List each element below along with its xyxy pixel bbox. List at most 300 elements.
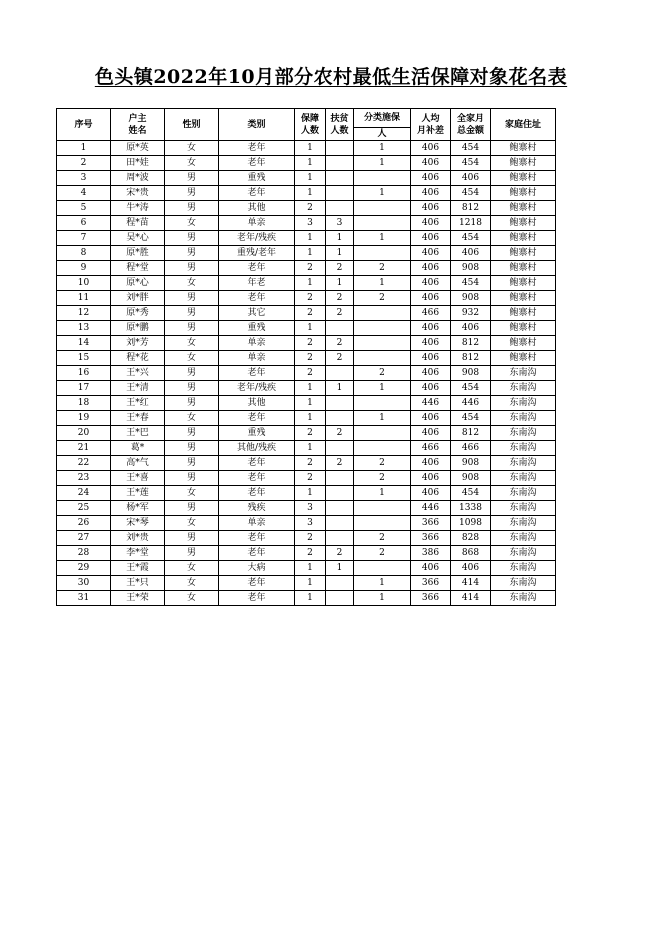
- seq-cell: 14: [57, 336, 111, 351]
- address-cell: 东南沟: [491, 396, 556, 411]
- table-row: [57, 186, 556, 201]
- table-row: [57, 381, 556, 396]
- avg-subsidy-cell: 406: [411, 246, 451, 261]
- table-row: [57, 171, 556, 186]
- protected-count-cell: 2: [295, 306, 326, 321]
- category-cell: 单亲: [219, 516, 295, 531]
- category-cell: 老年: [219, 456, 295, 471]
- poverty-count-cell: [326, 486, 354, 501]
- poverty-count-cell: [326, 201, 354, 216]
- name-cell: 王*喜: [111, 471, 165, 486]
- name-cell: 原*鹏: [111, 321, 165, 336]
- category-cell: 其他: [219, 396, 295, 411]
- total-amount-cell: 406: [451, 246, 491, 261]
- protected-count-cell: 1: [295, 486, 326, 501]
- classified-cell: 1: [354, 591, 411, 606]
- seq-cell: 3: [57, 171, 111, 186]
- gender-cell: 男: [165, 291, 219, 306]
- classified-cell: 2: [354, 456, 411, 471]
- classified-cell: [354, 306, 411, 321]
- table-row: [57, 156, 556, 171]
- classified-cell: [354, 201, 411, 216]
- avg-subsidy-cell: 406: [411, 471, 451, 486]
- total-amount-cell: 908: [451, 366, 491, 381]
- address-cell: 东南沟: [491, 471, 556, 486]
- table-row: [57, 291, 556, 306]
- avg-subsidy-cell: 406: [411, 321, 451, 336]
- category-cell: 老年: [219, 261, 295, 276]
- address-cell: 鲍寨村: [491, 201, 556, 216]
- classified-cell: [354, 336, 411, 351]
- seq-cell: 5: [57, 201, 111, 216]
- name-cell: 吴*心: [111, 231, 165, 246]
- table-row: [57, 426, 556, 441]
- roster-table: [56, 108, 556, 606]
- header-avg: [411, 109, 451, 141]
- poverty-count-cell: [326, 531, 354, 546]
- category-cell: 重残: [219, 321, 295, 336]
- address-cell: 鲍寨村: [491, 351, 556, 366]
- seq-cell: 16: [57, 366, 111, 381]
- protected-count-cell: 1: [295, 276, 326, 291]
- total-amount-cell: 406: [451, 321, 491, 336]
- category-cell: 老年: [219, 186, 295, 201]
- poverty-count-cell: 1: [326, 246, 354, 261]
- total-amount-cell: 466: [451, 441, 491, 456]
- gender-cell: 男: [165, 471, 219, 486]
- total-amount-cell: 414: [451, 591, 491, 606]
- seq-cell: 4: [57, 186, 111, 201]
- seq-cell: 18: [57, 396, 111, 411]
- name-cell: 牛*涛: [111, 201, 165, 216]
- category-cell: 老年: [219, 546, 295, 561]
- table-row: [57, 516, 556, 531]
- seq-cell: 30: [57, 576, 111, 591]
- total-amount-cell: 406: [451, 171, 491, 186]
- name-cell: 田*娃: [111, 156, 165, 171]
- name-cell: 王*红: [111, 396, 165, 411]
- protected-count-cell: 2: [295, 366, 326, 381]
- seq-cell: 27: [57, 531, 111, 546]
- total-amount-cell: 454: [451, 411, 491, 426]
- table-row: [57, 486, 556, 501]
- name-cell: 原*英: [111, 141, 165, 156]
- gender-cell: 男: [165, 321, 219, 336]
- classified-cell: 1: [354, 231, 411, 246]
- name-cell: 杨*军: [111, 501, 165, 516]
- classified-cell: [354, 216, 411, 231]
- classified-cell: [354, 396, 411, 411]
- name-cell: 李*堂: [111, 546, 165, 561]
- table-row: [57, 201, 556, 216]
- avg-subsidy-cell: 446: [411, 396, 451, 411]
- table-row: [57, 141, 556, 156]
- category-cell: 老年: [219, 366, 295, 381]
- category-cell: 年老: [219, 276, 295, 291]
- name-cell: 宋*琴: [111, 516, 165, 531]
- avg-subsidy-cell: 366: [411, 516, 451, 531]
- classified-cell: [354, 171, 411, 186]
- category-cell: 老年: [219, 576, 295, 591]
- seq-cell: 2: [57, 156, 111, 171]
- total-amount-cell: 812: [451, 351, 491, 366]
- avg-subsidy-cell: 406: [411, 381, 451, 396]
- classified-cell: 1: [354, 141, 411, 156]
- classified-cell: [354, 516, 411, 531]
- header-avg-line1: 人均: [421, 113, 440, 124]
- category-cell: 老年: [219, 531, 295, 546]
- category-cell: 老年: [219, 471, 295, 486]
- protected-count-cell: 2: [295, 336, 326, 351]
- poverty-count-cell: 2: [326, 261, 354, 276]
- total-amount-cell: 454: [451, 231, 491, 246]
- seq-cell: 24: [57, 486, 111, 501]
- protected-count-cell: 1: [295, 156, 326, 171]
- table-row: [57, 396, 556, 411]
- avg-subsidy-cell: 406: [411, 456, 451, 471]
- gender-cell: 女: [165, 591, 219, 606]
- address-cell: 鲍寨村: [491, 141, 556, 156]
- address-cell: 鲍寨村: [491, 321, 556, 336]
- gender-cell: 女: [165, 561, 219, 576]
- protected-count-cell: 2: [295, 351, 326, 366]
- name-cell: 王*只: [111, 576, 165, 591]
- name-cell: 宋*贵: [111, 186, 165, 201]
- total-amount-cell: 908: [451, 471, 491, 486]
- category-cell: 残疾: [219, 501, 295, 516]
- gender-cell: 女: [165, 276, 219, 291]
- address-cell: 鲍寨村: [491, 306, 556, 321]
- protected-count-cell: 2: [295, 531, 326, 546]
- protected-count-cell: 2: [295, 261, 326, 276]
- seq-cell: 29: [57, 561, 111, 576]
- table-row: [57, 246, 556, 261]
- poverty-count-cell: 2: [326, 351, 354, 366]
- header-head-line2: 姓名: [128, 125, 147, 136]
- poverty-count-cell: [326, 321, 354, 336]
- gender-cell: 女: [165, 516, 219, 531]
- avg-subsidy-cell: 406: [411, 336, 451, 351]
- gender-cell: 女: [165, 336, 219, 351]
- seq-cell: 6: [57, 216, 111, 231]
- total-amount-cell: 406: [451, 561, 491, 576]
- category-cell: 老年: [219, 411, 295, 426]
- poverty-count-cell: [326, 471, 354, 486]
- address-cell: 东南沟: [491, 381, 556, 396]
- avg-subsidy-cell: 366: [411, 576, 451, 591]
- category-cell: 单亲: [219, 351, 295, 366]
- table-row: [57, 351, 556, 366]
- classified-cell: 2: [354, 546, 411, 561]
- total-amount-cell: 1098: [451, 516, 491, 531]
- table-row: [57, 456, 556, 471]
- table-row: [57, 321, 556, 336]
- address-cell: 东南沟: [491, 456, 556, 471]
- category-cell: 老年/残疾: [219, 381, 295, 396]
- table-row: [57, 501, 556, 516]
- poverty-count-cell: [326, 366, 354, 381]
- avg-subsidy-cell: 406: [411, 366, 451, 381]
- seq-cell: 22: [57, 456, 111, 471]
- total-amount-cell: 812: [451, 426, 491, 441]
- header-address: 家庭住址: [491, 109, 556, 141]
- avg-subsidy-cell: 406: [411, 411, 451, 426]
- classified-cell: [354, 441, 411, 456]
- seq-cell: 28: [57, 546, 111, 561]
- avg-subsidy-cell: 406: [411, 216, 451, 231]
- classified-cell: 2: [354, 366, 411, 381]
- poverty-count-cell: [326, 501, 354, 516]
- name-cell: 原*秀: [111, 306, 165, 321]
- gender-cell: 男: [165, 426, 219, 441]
- poverty-count-cell: [326, 156, 354, 171]
- protected-count-cell: 1: [295, 411, 326, 426]
- address-cell: 东南沟: [491, 411, 556, 426]
- protected-count-cell: 1: [295, 246, 326, 261]
- classified-cell: 2: [354, 531, 411, 546]
- name-cell: 葛*: [111, 441, 165, 456]
- category-cell: 其他/残疾: [219, 441, 295, 456]
- name-cell: 刘*芳: [111, 336, 165, 351]
- avg-subsidy-cell: 406: [411, 171, 451, 186]
- classified-cell: [354, 246, 411, 261]
- avg-subsidy-cell: 386: [411, 546, 451, 561]
- name-cell: 王*霞: [111, 561, 165, 576]
- table-row: [57, 231, 556, 246]
- seq-cell: 1: [57, 141, 111, 156]
- total-amount-cell: 932: [451, 306, 491, 321]
- protected-count-cell: 1: [295, 321, 326, 336]
- header-protected-line2: 人数: [300, 125, 319, 136]
- category-cell: 老年: [219, 156, 295, 171]
- address-cell: 鲍寨村: [491, 261, 556, 276]
- gender-cell: 男: [165, 456, 219, 471]
- avg-subsidy-cell: 406: [411, 201, 451, 216]
- table-row: [57, 471, 556, 486]
- address-cell: 东南沟: [491, 501, 556, 516]
- protected-count-cell: 1: [295, 576, 326, 591]
- classified-cell: [354, 426, 411, 441]
- gender-cell: 男: [165, 201, 219, 216]
- header-classified-line2: 人: [354, 128, 411, 141]
- category-cell: 老年: [219, 591, 295, 606]
- name-cell: 王*巴: [111, 426, 165, 441]
- table-row: [57, 336, 556, 351]
- classified-cell: [354, 561, 411, 576]
- table-row: [57, 411, 556, 426]
- protected-count-cell: 1: [295, 396, 326, 411]
- poverty-count-cell: 2: [326, 456, 354, 471]
- address-cell: 东南沟: [491, 441, 556, 456]
- name-cell: 程*堂: [111, 261, 165, 276]
- avg-subsidy-cell: 406: [411, 156, 451, 171]
- protected-count-cell: 2: [295, 291, 326, 306]
- category-cell: 其他: [219, 201, 295, 216]
- gender-cell: 男: [165, 546, 219, 561]
- poverty-count-cell: [326, 576, 354, 591]
- header-total-line1: 全家月: [456, 113, 484, 124]
- header-head-name: [111, 109, 165, 141]
- header-protected: [295, 109, 326, 141]
- address-cell: 东南沟: [491, 516, 556, 531]
- poverty-count-cell: [326, 411, 354, 426]
- avg-subsidy-cell: 366: [411, 591, 451, 606]
- name-cell: 原*心: [111, 276, 165, 291]
- protected-count-cell: 1: [295, 141, 326, 156]
- seq-cell: 15: [57, 351, 111, 366]
- classified-cell: [354, 351, 411, 366]
- name-cell: 王*兴: [111, 366, 165, 381]
- poverty-count-cell: 1: [326, 231, 354, 246]
- category-cell: 重残: [219, 171, 295, 186]
- total-amount-cell: 908: [451, 291, 491, 306]
- header-gender: 性别: [165, 109, 219, 141]
- category-cell: 单亲: [219, 336, 295, 351]
- poverty-count-cell: [326, 396, 354, 411]
- seq-cell: 23: [57, 471, 111, 486]
- classified-cell: 2: [354, 261, 411, 276]
- avg-subsidy-cell: 406: [411, 486, 451, 501]
- protected-count-cell: 2: [295, 471, 326, 486]
- poverty-count-cell: 2: [326, 291, 354, 306]
- address-cell: 东南沟: [491, 486, 556, 501]
- total-amount-cell: 454: [451, 381, 491, 396]
- protected-count-cell: 1: [295, 381, 326, 396]
- avg-subsidy-cell: 366: [411, 531, 451, 546]
- seq-cell: 13: [57, 321, 111, 336]
- category-cell: 重残/老年: [219, 246, 295, 261]
- gender-cell: 女: [165, 486, 219, 501]
- gender-cell: 男: [165, 306, 219, 321]
- poverty-count-cell: 2: [326, 306, 354, 321]
- total-amount-cell: 454: [451, 276, 491, 291]
- protected-count-cell: 3: [295, 516, 326, 531]
- seq-cell: 19: [57, 411, 111, 426]
- gender-cell: 男: [165, 441, 219, 456]
- poverty-count-cell: 3: [326, 216, 354, 231]
- poverty-count-cell: 1: [326, 276, 354, 291]
- classified-cell: 1: [354, 156, 411, 171]
- seq-cell: 25: [57, 501, 111, 516]
- avg-subsidy-cell: 406: [411, 351, 451, 366]
- table-header: [57, 109, 556, 141]
- table-row: [57, 591, 556, 606]
- avg-subsidy-cell: 406: [411, 186, 451, 201]
- category-cell: 老年/残疾: [219, 231, 295, 246]
- category-cell: 其它: [219, 306, 295, 321]
- name-cell: 王*春: [111, 411, 165, 426]
- address-cell: 东南沟: [491, 546, 556, 561]
- name-cell: 王*莲: [111, 486, 165, 501]
- name-cell: 程*苗: [111, 216, 165, 231]
- total-amount-cell: 414: [451, 576, 491, 591]
- address-cell: 鲍寨村: [491, 336, 556, 351]
- avg-subsidy-cell: 406: [411, 426, 451, 441]
- category-cell: 大病: [219, 561, 295, 576]
- classified-cell: 1: [354, 186, 411, 201]
- classified-cell: 2: [354, 471, 411, 486]
- classified-cell: [354, 501, 411, 516]
- table-row: [57, 441, 556, 456]
- seq-cell: 10: [57, 276, 111, 291]
- header-protected-line1: 保障: [300, 113, 319, 124]
- poverty-count-cell: 1: [326, 381, 354, 396]
- classified-cell: [354, 321, 411, 336]
- address-cell: 鲍寨村: [491, 171, 556, 186]
- gender-cell: 男: [165, 531, 219, 546]
- total-amount-cell: 908: [451, 261, 491, 276]
- classified-cell: 1: [354, 486, 411, 501]
- address-cell: 东南沟: [491, 561, 556, 576]
- avg-subsidy-cell: 446: [411, 501, 451, 516]
- name-cell: 王*清: [111, 381, 165, 396]
- protected-count-cell: 1: [295, 561, 326, 576]
- name-cell: 刘*胖: [111, 291, 165, 306]
- address-cell: 鲍寨村: [491, 276, 556, 291]
- protected-count-cell: 2: [295, 426, 326, 441]
- gender-cell: 男: [165, 246, 219, 261]
- protected-count-cell: 2: [295, 456, 326, 471]
- avg-subsidy-cell: 406: [411, 291, 451, 306]
- protected-count-cell: 2: [295, 201, 326, 216]
- header-category: 类别: [219, 109, 295, 141]
- seq-cell: 12: [57, 306, 111, 321]
- poverty-count-cell: [326, 186, 354, 201]
- classified-cell: 1: [354, 276, 411, 291]
- protected-count-cell: 1: [295, 591, 326, 606]
- table-row: [57, 561, 556, 576]
- seq-cell: 11: [57, 291, 111, 306]
- gender-cell: 女: [165, 141, 219, 156]
- gender-cell: 女: [165, 411, 219, 426]
- protected-count-cell: 1: [295, 441, 326, 456]
- gender-cell: 男: [165, 261, 219, 276]
- seq-cell: 21: [57, 441, 111, 456]
- avg-subsidy-cell: 466: [411, 306, 451, 321]
- header-avg-line2: 月补差: [416, 125, 444, 136]
- seq-cell: 7: [57, 231, 111, 246]
- total-amount-cell: 908: [451, 456, 491, 471]
- address-cell: 鲍寨村: [491, 186, 556, 201]
- table-row: [57, 576, 556, 591]
- avg-subsidy-cell: 406: [411, 561, 451, 576]
- category-cell: 单亲: [219, 216, 295, 231]
- protected-count-cell: 3: [295, 216, 326, 231]
- table-row: [57, 531, 556, 546]
- protected-count-cell: 1: [295, 171, 326, 186]
- header-total-line2: 总金额: [456, 125, 484, 136]
- header-head-line1: 户主: [128, 113, 147, 124]
- gender-cell: 女: [165, 216, 219, 231]
- avg-subsidy-cell: 406: [411, 261, 451, 276]
- protected-count-cell: 1: [295, 186, 326, 201]
- page-title: [0, 62, 662, 89]
- total-amount-cell: 812: [451, 336, 491, 351]
- table-row: [57, 366, 556, 381]
- total-amount-cell: 1218: [451, 216, 491, 231]
- gender-cell: 男: [165, 501, 219, 516]
- seq-cell: 9: [57, 261, 111, 276]
- gender-cell: 男: [165, 171, 219, 186]
- poverty-count-cell: [326, 171, 354, 186]
- poverty-count-cell: [326, 591, 354, 606]
- address-cell: 鲍寨村: [491, 156, 556, 171]
- name-cell: 周*波: [111, 171, 165, 186]
- address-cell: 东南沟: [491, 591, 556, 606]
- table-row: [57, 261, 556, 276]
- classified-cell: 2: [354, 291, 411, 306]
- poverty-count-cell: [326, 141, 354, 156]
